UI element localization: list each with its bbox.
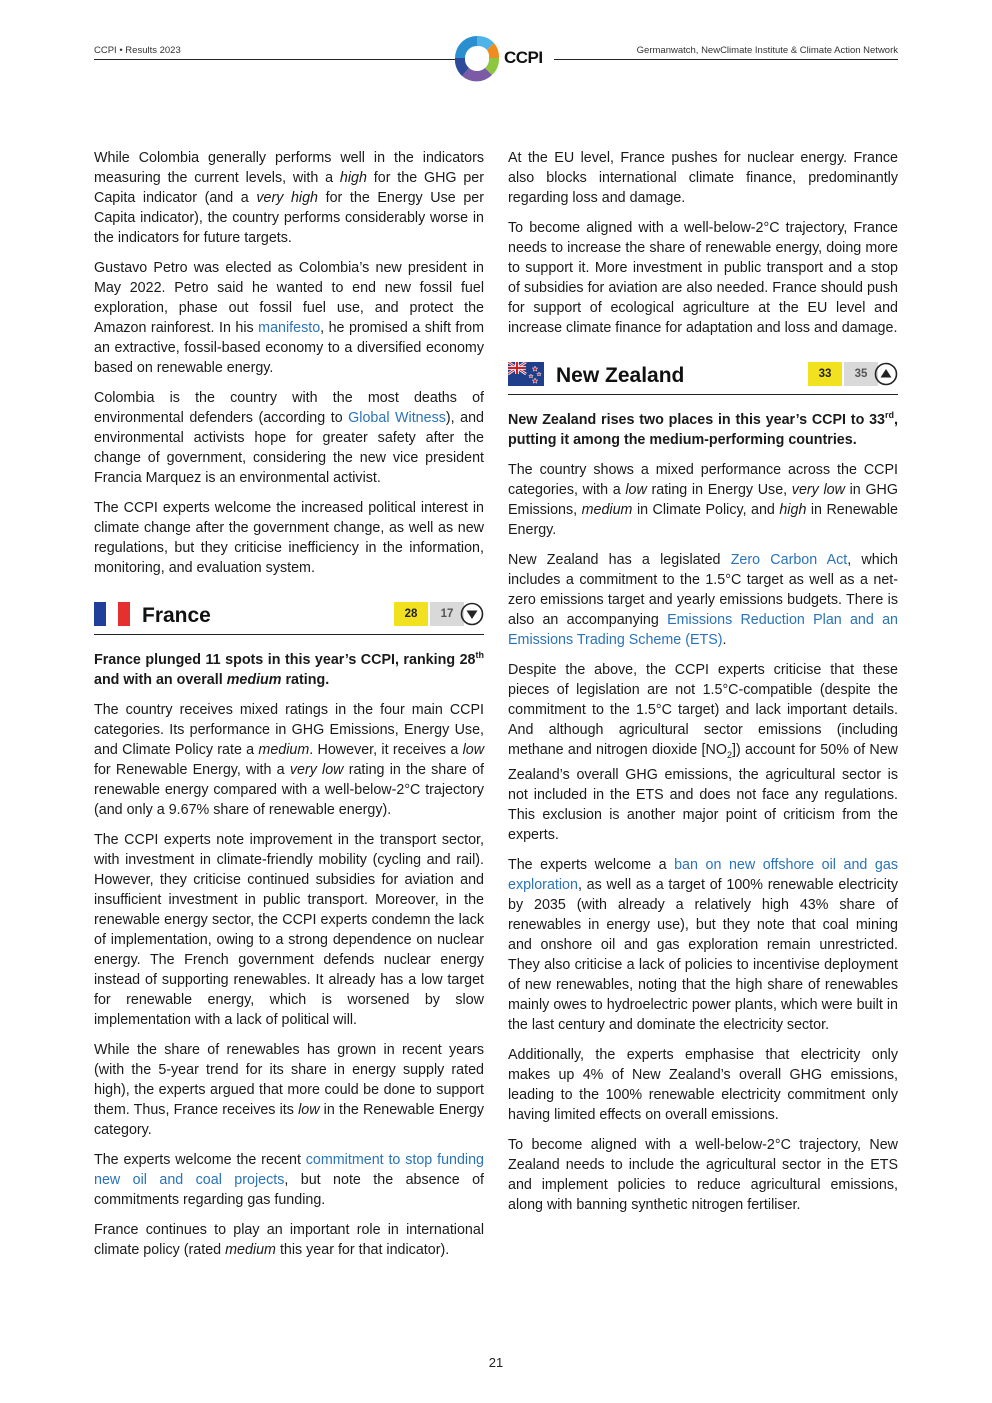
france-heading [94, 602, 484, 635]
right-column [508, 148, 898, 1225]
new-zealand-paragraph: To become aligned with a well-below-2°C trajectory, New Zealand needs to include the agricultural sector in the ETS and implement policies to reduce agricultural emissions, along with banning synthetic nitrogen fertiliser. [508, 1136, 898, 1213]
france-paragraph: The experts welcome the recent commitment to stop funding new oil and coal projects, but note the absence of commitments regarding gas funding. [94, 1151, 484, 1208]
rank-previous-badge: 17 [430, 602, 464, 626]
page-number: 21 [488, 1355, 504, 1370]
ccpi-logo [452, 32, 552, 88]
manifesto-link[interactable]: manifesto [258, 320, 321, 336]
emissions-plan-link[interactable]: Emissions Reduction Plan and an Emissions Trading Scheme (ETS) [508, 611, 898, 648]
rank-previous-badge: 35 [844, 362, 878, 386]
france-lead: France plunged 11 spots in this year’s CCPI, ranking 28th and with an overall medium rating. [94, 650, 484, 688]
trend-down-icon [460, 602, 484, 626]
zero-carbon-act-link[interactable]: Zero Carbon Act [730, 551, 848, 568]
new-zealand-heading [508, 362, 898, 395]
new-zealand-paragraph: Despite the above, the CCPI experts criticise that these pieces of legislation are not 1.5°C-compatible (despite the commitment to the 1.5°C target) and lack important details. And although agricultural sector emissions (including methane and nitrogen dioxide $[NO_2]$) account for 50% of New Zealand’s overall GHG emissions, the agricultural sector is not included in the ETS and does not face any regulations. This exclusion is another major point of criticism from the experts. [508, 661, 898, 843]
funding-commitment-link[interactable]: commitment to stop funding new oil and coal projects [94, 1151, 484, 1188]
new-zealand-paragraph: Additionally, the experts emphasise that electricity only makes up 4% of New Zealand’s overall GHG emissions, leading to the 100% renewable electricity commitment only having limited effects on overall emissions. [508, 1046, 898, 1123]
left-column [94, 148, 484, 1270]
new-zealand-flag-icon [508, 362, 544, 386]
new-zealand-paragraph: The country shows a mixed performance across the CCPI categories, with a low rating in Energy Use, very low in GHG Emissions, medium in Climate Policy, and high in Renewable Energy. [508, 461, 899, 538]
france-paragraph: While the share of renewables has grown in recent years (with the 5-year trend for its share in energy supply rated high), the experts argued that more could be done to support them. Thus, France receives its low in the Renewable Energy category. [94, 1041, 484, 1138]
header-rule-right [554, 59, 898, 60]
header-publishers: Germanwatch, NewClimate Institute & Climate Action Network [636, 45, 898, 56]
country-name: New Zealand [556, 364, 685, 387]
logo-text: CCPI [504, 48, 543, 67]
france-paragraph: The CCPI experts note improvement in the transport sector, with investment in climate-friendly mobility (cycling and rail). However, they criticise continued subsidies for aviation and insufficient investment in public transport. Moreover, in the renewable energy sector, the CCPI experts condemn the lack of implementation, owing to a strong dependence on nuclear energy. The French government defends nuclear energy instead of supporting renewables. It already has a low target for renewable energy, which is worsened by slow implementation with a lack of political will. [94, 831, 484, 1028]
offshore-ban-link[interactable]: ban on new offshore oil and gas exploration [508, 856, 898, 893]
colombia-paragraph: Gustavo Petro was elected as Colombia’s new president in May 2022. Petro said he wanted to end new fossil fuel exploration, phase out fossil fuel use, and protect the Amazon rainforest. In his manifesto, he promised a shift from an extractive, fossil-based economy to a diversified economy based on renewable energy. [94, 260, 484, 376]
header-rule-left [94, 59, 459, 60]
france-flag-icon [94, 602, 130, 626]
trend-up-icon [874, 362, 898, 386]
country-name: France [142, 604, 211, 627]
new-zealand-paragraph: The experts welcome a ban on new offshore oil and gas exploration, as well as a target of 100% renewable electricity by 2035 (with already a relatively high 43% share of renewables in energy use), but they note that coal mining and onshore oil and gas exploration remain unrestricted. They also criticise a lack of policies to incentivise deployment of new renewables, noting that the high share of renewables mainly owes to hydroelectric power plants, which were built in the last century and dominate the electricity sector. [508, 856, 898, 1033]
france-paragraph: The country receives mixed ratings in the four main CCPI categories. Its performance in GHG Emissions, Energy Use, and Climate Policy rate a medium. However, it receives a low for Renewable Energy, with a very low rating in the share of renewable energy compared with a well-below-2°C trajectory (and only a 9.67% share of renewable energy). [94, 701, 485, 818]
france-paragraph: To become aligned with a well-below-2°C trajectory, France needs to increase the share of renewable energy, doing more to support it. More investment in public transport and a stop of subsidies for aviation are also needed. France should push for support of ecological agriculture at the EU level and increase climate finance for adaptation and loss and damage. [508, 220, 898, 336]
new-zealand-lead: New Zealand rises two places in this year’s CCPI to 33rd, putting it among the medium-performing countries. [508, 410, 898, 448]
france-paragraph: At the EU level, France pushes for nuclear energy. France also blocks international climate finance, predominantly regarding loss and damage. [508, 150, 898, 206]
ccpi-ring-icon [452, 32, 502, 88]
page-header [94, 32, 898, 92]
france-paragraph: France continues to play an important role in international climate policy (rated medium this year for that indicator). [94, 1221, 484, 1258]
new-zealand-paragraph: New Zealand has a legislated Zero Carbon Act, which includes a commitment to the 1.5°C target as well as a net-zero emissions target and yearly emissions budgets. There is also an accompanying Emissions Reduction Plan and an Emissions Trading Scheme (ETS). [508, 551, 898, 648]
colombia-paragraph: While Colombia generally performs well in the indicators measuring the current levels, with a high for the GHG per Capita indicator (and a very high for the Energy Use per Capita indicator), the country performs considerably worse in the indicators for future targets. [94, 150, 484, 246]
rank-current-badge: 28 [394, 602, 428, 626]
colombia-paragraph: Colombia is the country with the most deaths of environmental defenders (according to Global Witness), and environmental activists hope for greater safety after the change of government, considering the new vice president Francia Marquez is an environmental activist. [94, 390, 484, 486]
global-witness-link[interactable]: Global Witness [348, 410, 446, 426]
colombia-paragraph: The CCPI experts welcome the increased political interest in climate change after the government change, as well as new regulations, but they criticise inefficiency in the information, monitoring, and evaluation system. [94, 500, 484, 576]
rank-current-badge: 33 [808, 362, 842, 386]
header-report-title: CCPI • Results 2023 [94, 45, 181, 56]
